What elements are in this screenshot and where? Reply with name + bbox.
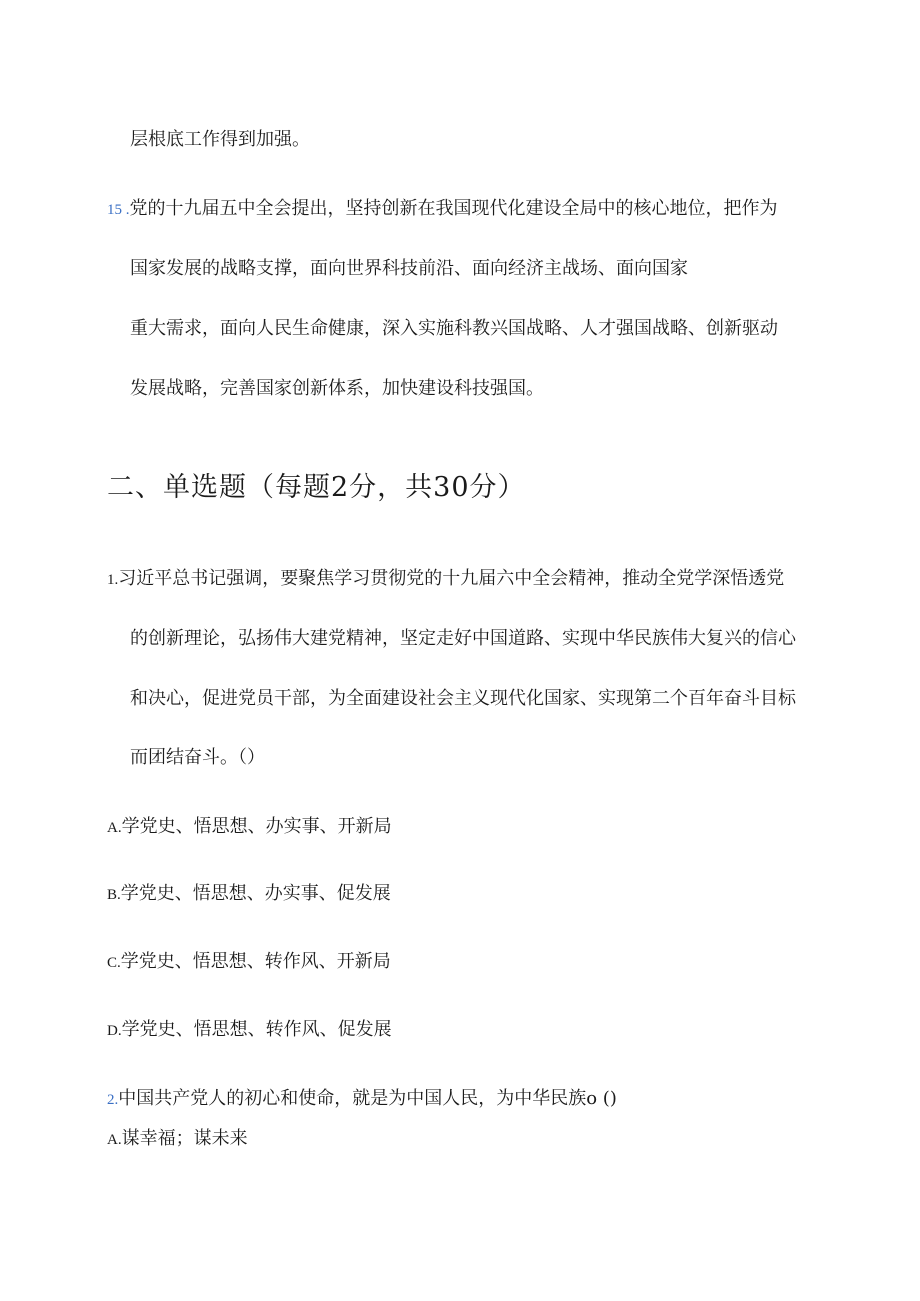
prev-item-tail: 层根底工作得到加强。 (130, 129, 310, 150)
question-1-line-3: 和决心，促进党员干部，为全面建设社会主义现代化国家、实现第二个百年奋斗目标 (130, 688, 796, 709)
question-2-line-1 (107, 1087, 617, 1112)
question-2-number: 2. (107, 1092, 119, 1108)
section-2-title: 二、单选题（每题2分，共30分） (107, 472, 526, 503)
question-2-option-a (107, 1127, 248, 1152)
option-d-letter: D. (107, 1023, 122, 1039)
question-1-option-d (107, 1018, 392, 1043)
item-15-text-1: 党的十九届五中全会提出，坚持创新在我国现代化建设全局中的核心地位，把作为 (129, 198, 778, 219)
item-15-line-3: 重大需求，面向人民生命健康，深入实施科教兴国战略、人才强国战略、创新驱动 (130, 318, 778, 339)
question-1-option-b (107, 882, 391, 907)
q2-option-a-text: 谋幸福；谋未来 (121, 1128, 248, 1149)
option-d-text: 学党史、悟思想、转作风、促发展 (121, 1019, 392, 1040)
question-1-line-1 (107, 567, 784, 592)
question-2-text-1: 中国共产党人的初心和使命，就是为中国人民，为中华民族o () (118, 1088, 617, 1109)
question-1-option-a (107, 815, 392, 840)
item-15-line-1 (107, 197, 778, 222)
option-b-text: 学党史、悟思想、办实事、促发展 (120, 883, 391, 904)
option-b-letter: B. (107, 887, 121, 903)
question-1-number: 1. (107, 572, 119, 588)
question-1-option-c (107, 950, 391, 975)
question-1-line-2: 的创新理论，弘扬伟大建党精神，坚定走好中国道路、实现中华民族伟大复兴的信心 (130, 628, 796, 649)
item-15-line-2: 国家发展的战略支撑，面向世界科技前沿、面向经济主战场、面向国家 (130, 258, 688, 279)
question-1-line-4: 而团结奋斗。（） (130, 747, 265, 768)
item-15-number: 15 . (107, 202, 130, 218)
item-15-line-4: 发展战略，完善国家创新体系，加快建设科技强国。 (130, 378, 544, 399)
q2-option-a-letter: A. (107, 1132, 122, 1148)
option-c-text: 学党史、悟思想、转作风、开新局 (120, 951, 391, 972)
option-c-letter: C. (107, 955, 121, 971)
question-1-text-1: 习近平总书记强调，要聚焦学习贯彻党的十九届六中全会精神，推动全党学深悟透党 (118, 568, 785, 589)
option-a-text: 学党史、悟思想、办实事、开新局 (121, 816, 392, 837)
option-a-letter: A. (107, 820, 122, 836)
